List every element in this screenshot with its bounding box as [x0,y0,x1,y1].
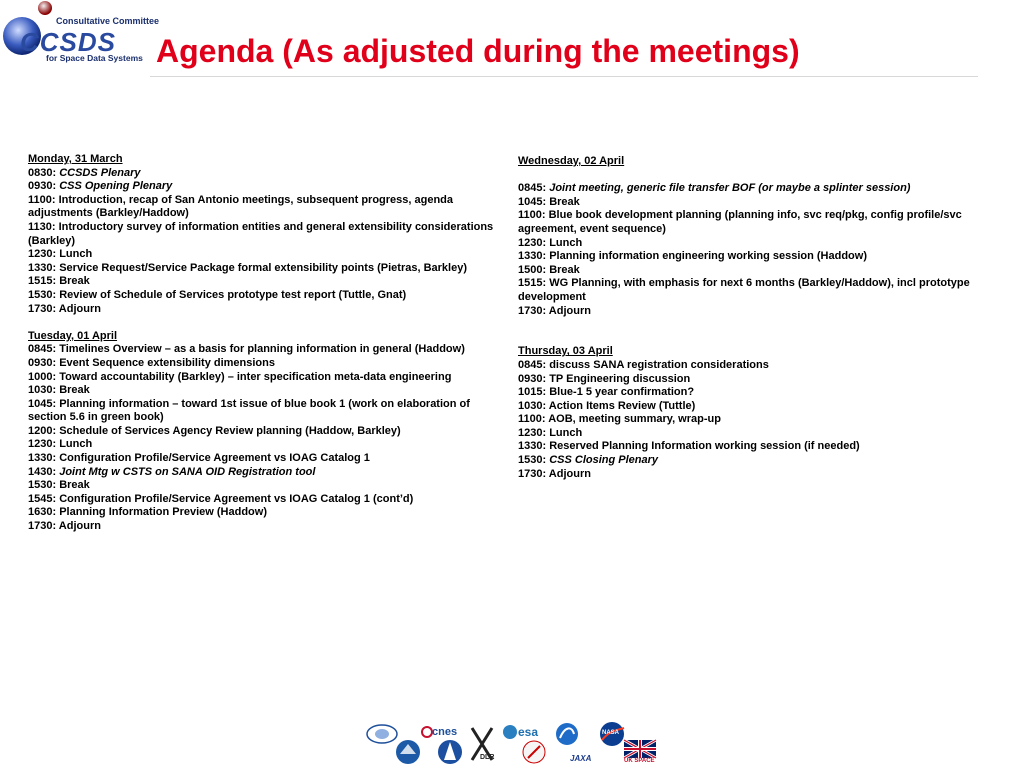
agenda-item [28,303,498,317]
item-time: 1030: [28,384,60,397]
item-text: Joint meeting, generic file transfer BOF (or maybe a splinter session) [549,182,911,195]
agenda-item [28,425,498,439]
agenda-item [28,357,498,371]
item-time: 1100: [28,193,59,206]
agenda-item [28,343,498,357]
agenda-item [518,468,998,482]
agenda-item [518,454,998,468]
agenda-item [28,371,498,385]
agenda-right-column [518,155,998,481]
agenda-item [518,250,998,264]
item-time: 1500: [518,263,550,276]
agenda-item [28,384,498,398]
ukspace-logo: UK SPACE [624,758,655,764]
item-text: Lunch [549,426,583,439]
item-text: Adjourn [548,304,591,317]
item-text: Adjourn [58,520,101,533]
item-text: Adjourn [548,467,591,480]
agenda-item [518,386,998,400]
item-text: Lunch [59,438,93,451]
item-time: 1330: [28,261,60,274]
item-time: 1530: [28,288,60,301]
item-text: Configuration Profile/Service Agreement vs IOAG Catalog 1 [59,452,370,465]
agenda-item [28,289,498,303]
item-text: Blue-1 5 year confirmation? [549,386,695,399]
logo-wordmark: CCSDS [20,27,117,57]
item-text: Break [59,384,90,397]
agenda-item [518,427,998,441]
item-time: 0930: [518,372,550,385]
agenda-item [518,373,998,387]
item-text: Schedule of Services Agency Review planning (Haddow, Barkley) [59,424,401,437]
item-text: CSS Opening Plenary [59,180,173,193]
item-time: 1515: [518,277,550,290]
item-text: Lunch [549,236,583,249]
item-text: Toward accountability (Barkley) – inter specification meta-data engineering [59,370,452,383]
item-text: Configuration Profile/Service Agreement vs IOAG Catalog 1 (cont’d) [59,492,414,505]
agenda-item [28,466,498,480]
item-time: 1045: [28,397,60,410]
item-time: 0845: [518,182,550,195]
item-text: Break [549,195,580,208]
agency-logos-graphic [360,720,660,766]
item-text: Break [59,275,90,288]
agenda-item [518,413,998,427]
item-time: 1045: [518,195,550,208]
item-text: Blue book development planning (planning info, svc req/pkg, config profile/svc agreement, event sequence) [518,209,962,235]
item-time: 1230: [28,438,60,451]
agenda-item [518,209,998,236]
ccsds-logo [0,0,160,70]
jaxa-logo: JAXA [570,754,592,763]
item-text: Action Items Review (Tuttle) [548,399,696,412]
day-heading-thursday: Thursday, 03 April [518,345,613,358]
agenda-item [518,440,998,454]
item-text: Service Request/Service Package formal extensibility points (Pietras, Barkley) [59,261,467,274]
day-items-thursday [518,359,998,481]
item-text: Timelines Overview – as a basis for planning information in general (Haddow) [59,343,465,356]
item-time: 0930: [28,356,60,369]
day-items-tuesday [28,343,498,533]
agenda-item [28,520,498,534]
day-heading-wednesday: Wednesday, 02 April [518,155,625,167]
item-text: TP Engineering discussion [549,372,691,385]
item-text: Reserved Planning Information working session (if needed) [549,440,860,453]
item-time: 1030: [518,399,549,412]
item-time: 1515: [28,275,60,288]
agenda-item [518,182,998,196]
agenda-item [518,359,998,373]
item-time: 1015: [518,386,550,399]
cnes-logo: cnes [432,726,458,738]
item-text: Review of Schedule of Services prototype test report (Tuttle, Gnat) [59,288,407,301]
agenda-item [28,398,498,425]
agenda-item [28,167,498,181]
item-time: 1100: [518,413,549,426]
item-time: 1545: [28,492,60,505]
item-text: Planning information engineering working session (Haddow) [549,250,867,263]
item-time: 1230: [28,248,60,261]
item-text: CCSDS Plenary [59,166,141,179]
agenda-item [28,248,498,262]
day-items-wednesday [518,182,998,318]
item-time: 1330: [518,440,550,453]
item-time: 1100: [518,209,549,222]
page-title: Agenda (As adjusted during the meetings) [156,33,800,69]
item-text: Adjourn [58,302,101,315]
agenda-item [518,196,998,210]
item-text: Planning information – toward 1st issue of blue book 1 (work on elaboration of section 5.6 in green book) [28,397,470,424]
item-text: Introduction, recap of San Antonio meetings, subsequent progress, agenda adjustments (Barkley/Haddow) [28,193,454,220]
day-heading-monday: Monday, 31 March [28,153,123,165]
agenda-item [28,506,498,520]
agenda-item [28,479,498,493]
agenda-item [518,264,998,278]
agenda-item [28,275,498,289]
logo-text-line2: for Space Data Systems [46,53,143,63]
agenda-item [28,262,498,276]
item-time: 0830: [28,166,60,179]
item-text: Planning Information Preview (Haddow) [59,506,267,519]
item-time: 1530: [518,454,550,467]
spacer [518,332,998,346]
item-time: 0845: [28,343,60,356]
day-heading-tuesday: Tuesday, 01 April [28,329,118,342]
item-time: 1730: [28,520,59,533]
item-text: Event Sequence extensibility dimensions [59,356,275,369]
item-time: 1430: [28,465,60,478]
agenda-item [28,221,498,248]
item-time: 1130: [28,220,59,233]
item-time: 1000: [28,370,60,383]
day-items-monday [28,167,498,317]
agenda-item [518,237,998,251]
item-text: Break [549,263,580,276]
agenda-item [28,493,498,507]
agenda-item [28,438,498,452]
title-divider [150,76,978,77]
agenda-item [518,277,998,304]
agency-logos [360,720,660,766]
item-time: 0930: [28,180,60,193]
item-text: Joint Mtg w CSTS on SANA OID Registration tool [59,465,316,478]
dlr-logo: DLR [480,754,495,761]
agenda-item [28,180,498,194]
item-text: WG Planning, with emphasis for next 6 months (Barkley/Haddow), incl prototype development [518,277,970,303]
item-time: 1330: [28,452,60,465]
item-time: 1730: [518,304,549,317]
agenda-item [518,400,998,414]
spacer [518,169,998,183]
agenda-left-column [28,153,498,534]
item-time: 1530: [28,479,60,492]
item-text: AOB, meeting summary, wrap-up [548,413,721,426]
agenda-item [28,452,498,466]
spacer [518,318,998,332]
item-text: discuss SANA registration considerations [549,358,769,371]
item-text: Break [59,479,90,492]
item-time: 0845: [518,358,550,371]
item-time: 1730: [518,467,549,480]
agenda-item [28,194,498,221]
nasa-logo: NASA [602,730,620,736]
esa-logo: esa [518,725,539,739]
item-text: Introductory survey of information entities and general extensibility considerations (Barkley) [28,220,494,247]
item-time: 1230: [518,426,550,439]
item-time: 1230: [518,236,550,249]
agenda-item [518,305,998,319]
item-text: Lunch [59,248,93,261]
item-text: CSS Closing Plenary [549,454,659,467]
item-time: 1330: [518,250,550,263]
spacer [28,316,498,330]
item-time: 1200: [28,424,60,437]
item-time: 1730: [28,302,59,315]
logo-text-line1: Consultative Committee [56,16,160,26]
item-time: 1630: [28,506,60,519]
